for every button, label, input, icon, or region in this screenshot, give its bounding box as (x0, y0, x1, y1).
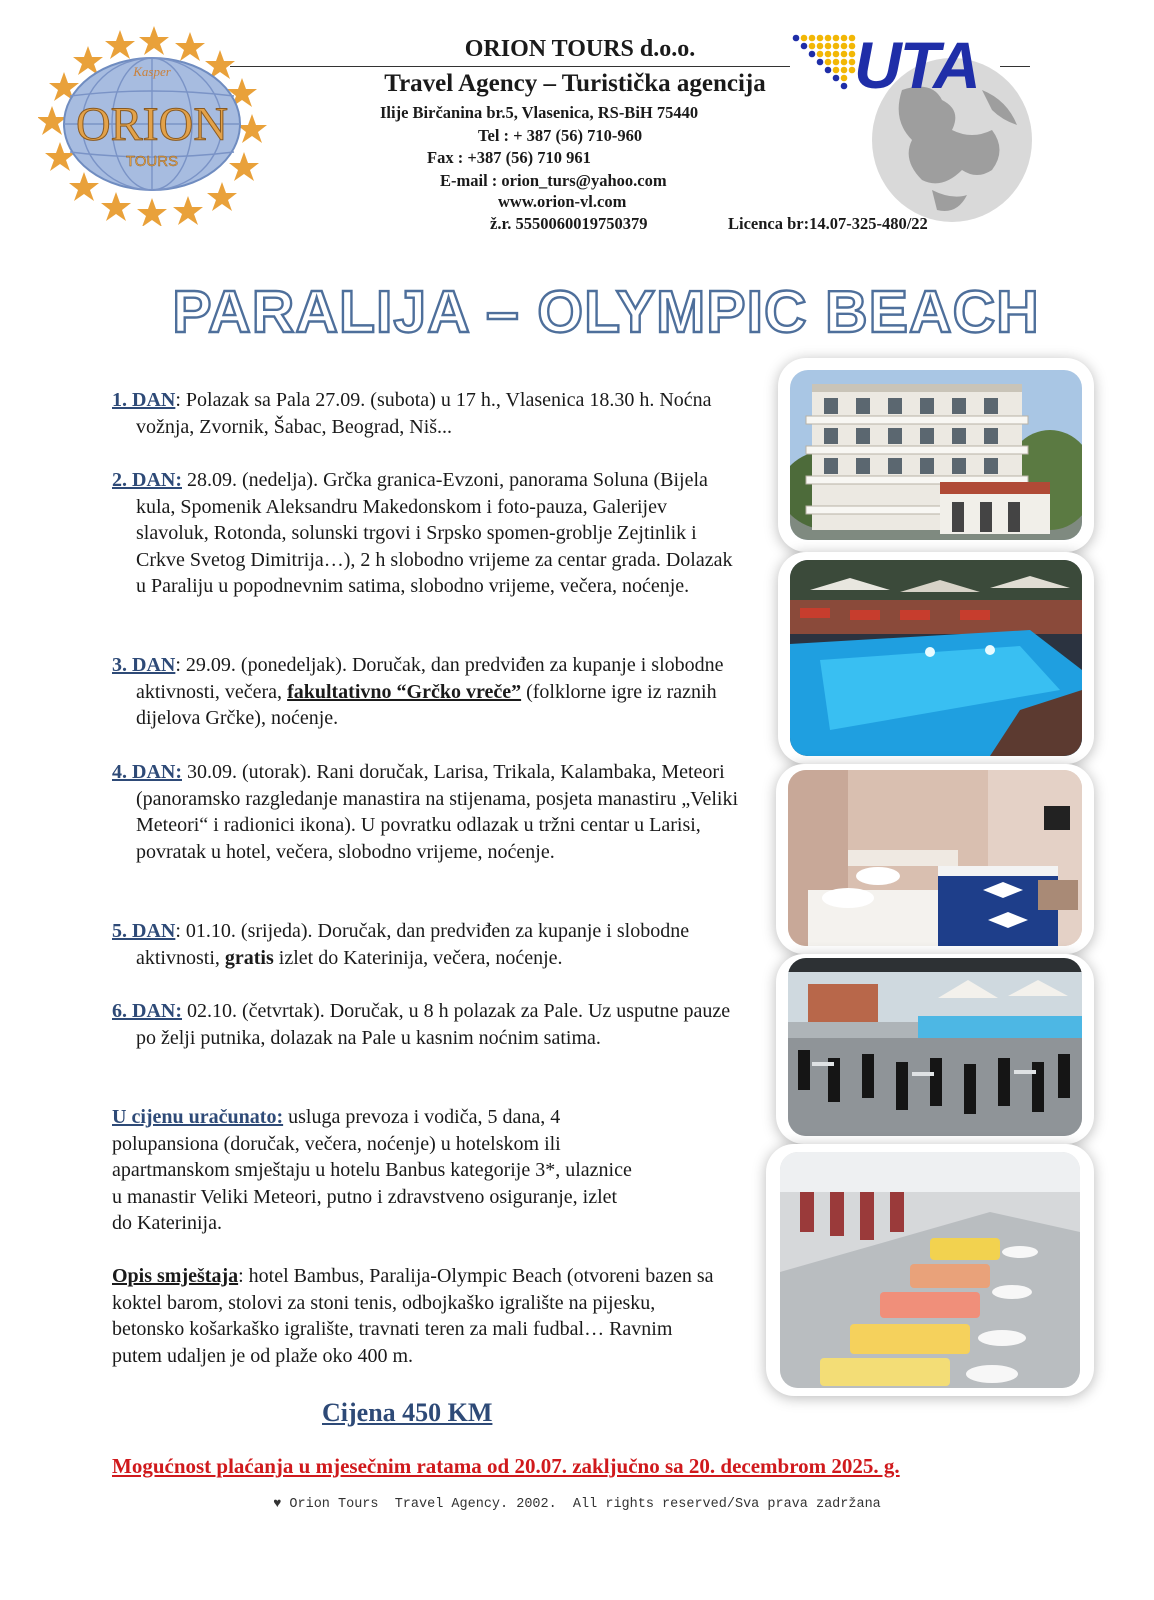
address: Ilije Birčanina br.5, Vlasenica, RS-BiH 75440 (380, 103, 699, 122)
day-1: 1. DAN: Polazak sa Pala 27.09. (subota) u 17 h., Vlasenica 18.30 h. Noćna vožnja, Zvornik, Šabac, Beograd, Niš... (112, 389, 712, 438)
day-6 (112, 998, 742, 1051)
accommodation-text: : hotel Bambus, Paralija-Olympic Beach (otvoreni bazen sa koktel barom, stolovi za stoni tenis, odbojkaško igralište na pijesku, betonsko košarkaško igralište, travnati teren za mali fudbal… Ravnim putem udaljen je od plaže oko 400 m. (112, 1265, 714, 1367)
accommodation-section (112, 1263, 722, 1369)
day-5: 5. DAN: 01.10. (srijeda). Doručak, dan predviđen za kupanje i slobodne aktivnosti, gratis izlet do Katerinija, večera, noćenje. (112, 920, 690, 969)
photo-hotel-building (778, 358, 1094, 552)
uta-logo (792, 30, 1044, 230)
svg-text:TOURS: TOURS (125, 153, 179, 170)
included-label: U cijenu uračunato: (112, 1106, 284, 1128)
day-6-text: 02.10. (četvrtak). Doručak, u 8 h polazak za Pale. Uz usputne pauze po želji putnika, dolazak na Pale u kasnim noćnim satima. (136, 1000, 731, 1049)
page-title: PARALIJA – OLYMPIC BEACH (172, 279, 1040, 345)
day-4 (112, 759, 742, 865)
day-5-label: 5. DAN (112, 920, 176, 942)
orion-tours-logo (38, 26, 270, 226)
email[interactable]: E-mail : orion_turs@yahoo.com (440, 171, 667, 190)
day-3: 3. DAN: 29.09. (ponedeljak). Doručak, dan predviđen za kupanje i slobodne aktivnosti, večera, fakultativno “Grčko vreče” (folklorne igre iz raznih dijelova Grčke), noćenje. (112, 654, 724, 729)
footer: ♥ Orion Tours Travel Agency. 2002. All rights reserved/Sva prava zadržana (273, 1497, 881, 1512)
agency-title: Travel Agency – Turistička agencija (384, 70, 766, 97)
day-4-text: 30.09. (utorak). Rani doručak, Larisa, Trikala, Kalambaka, Meteori (panoramsko razgledanje manastira na stijenama, posjeta manastiru „Veliki Meteori“ i radionici ikona). U povratku odlazak u tržni centar u Larisi, povratak u hotel, večera, slobodno vrijeme, noćenje. (136, 761, 739, 863)
day-2 (112, 467, 742, 600)
photo-bedroom (776, 764, 1094, 954)
accommodation-label: Opis smještaja (112, 1265, 239, 1287)
svg-text:Kasper: Kasper (133, 64, 171, 79)
header-rule-left (230, 66, 790, 67)
payment-note: Mogućnost plaćanja u mjesečnim ratama od 20.07. zaključno sa 20. decembrom 2025. g. (112, 1454, 900, 1478)
day-2-label: 2. DAN: (112, 469, 182, 491)
gratis-label: gratis (224, 946, 274, 969)
day-6-label: 6. DAN: (112, 1000, 182, 1022)
bank-account: ž.r. 5550060019750379 (490, 214, 648, 233)
day-1-text: Polazak sa Pala 27.09. (subota) u 17 h., Vlasenica 18.30 h. Noćna vožnja, Zvornik, Šabac, Beograd, Niš... (136, 389, 712, 438)
svg-text:UTA: UTA (854, 30, 979, 102)
company-name: ORION TOURS d.o.o. (464, 36, 696, 62)
included-text: usluga prevoza i vodiča, 5 dana, 4 polupansiona (doručak, večera, noćenje) u hotelskom ili apartmanskom smještaju u hotelu Banbus kategorije 3*, ulaznice u manastir Veliki Meteori, putno i zdravstveno osiguranje, izlet do Katerinija. (112, 1106, 632, 1234)
licence-number: Licenca br:14.07-325-480/22 (728, 214, 928, 233)
day-2-text: 28.09. (nedelja). Grčka granica-Evzoni, panorama Soluna (Bijela kula, Spomenik Aleksandru Makedonskom i foto-pauza, Galerijev slavoluk, Rotonda, solunski trgovi i Srpsko spomen-groblje Zejtinlik i Crkve Svetog Dimitrija…), 2 h slobodno vrijeme za centar grada. Dolazak u Paraliju u popodnevnim satima, slobodno vrijeme, večera, noćenje. (136, 469, 733, 597)
price: Cijena 450 KM (322, 1398, 493, 1427)
photo-buffet (766, 1144, 1094, 1396)
website[interactable]: www.orion-vl.com (498, 192, 627, 211)
optional-trip-highlight: fakultativno “Grčko vreče” (287, 680, 522, 703)
fax: Fax : +387 (56) 710 961 (427, 148, 591, 167)
photo-pool-night (778, 552, 1094, 764)
svg-text:ORION: ORION (76, 98, 228, 151)
day-4-label: 4. DAN: (112, 761, 182, 783)
included-section (112, 1104, 642, 1237)
day-1-label: 1. DAN (112, 389, 176, 411)
photo-pool-terrace (776, 954, 1094, 1144)
phone: Tel : + 387 (56) 710-960 (478, 126, 643, 145)
day-3-label: 3. DAN (112, 654, 176, 676)
